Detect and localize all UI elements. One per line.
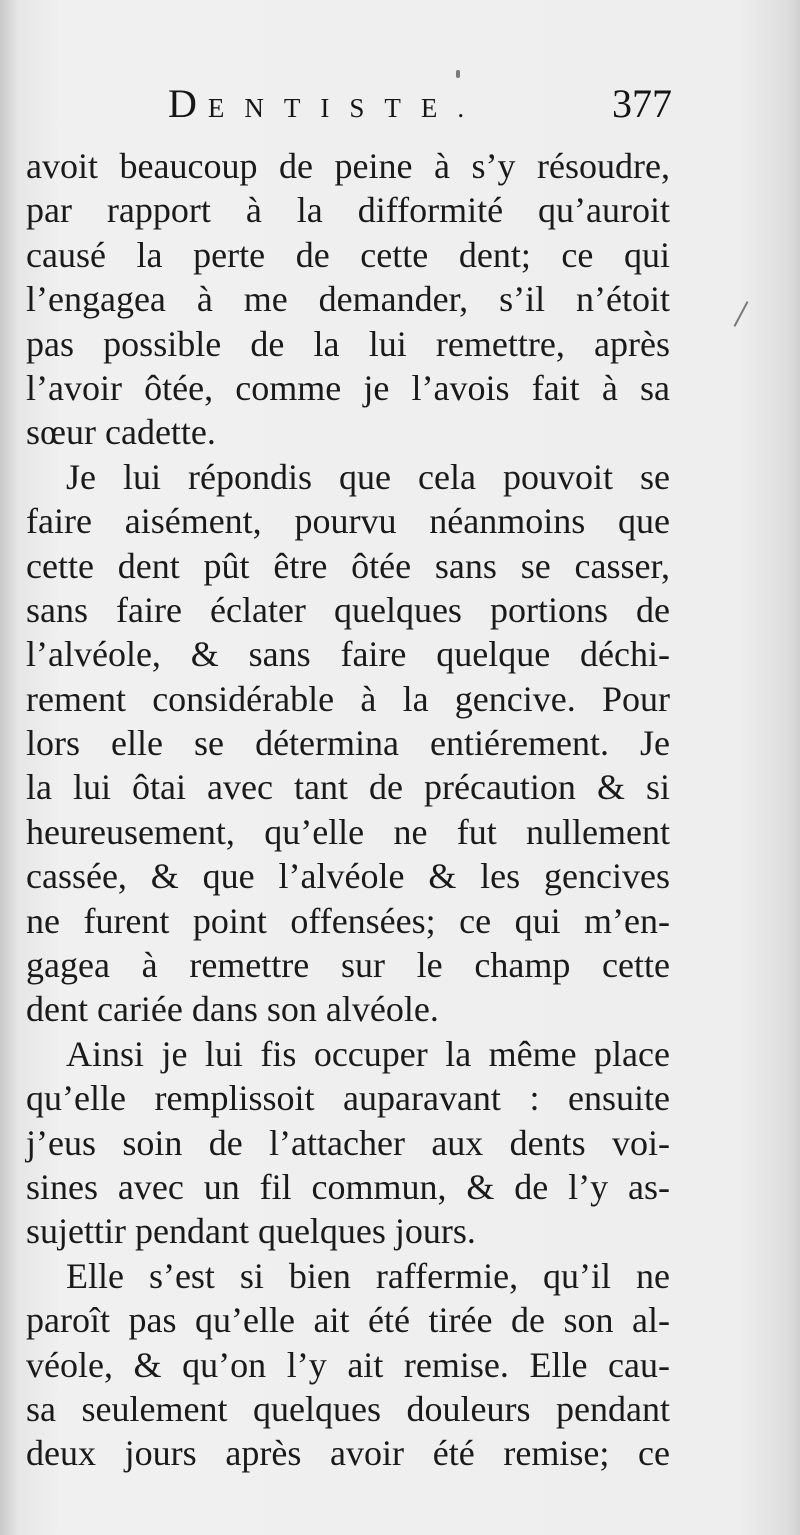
text-line: dent cariée dans son alvéole. — [26, 989, 439, 1030]
body-text — [26, 144, 670, 1476]
text-line: sujettir pendant quelques jours. — [26, 1211, 476, 1252]
text-line: la lui ôtai avec tant de précaution & si — [26, 767, 670, 808]
edge-mark — [456, 70, 460, 78]
page-number: 377 — [612, 81, 672, 126]
text-line: ne furent point offensées; ce qui m’en- — [26, 900, 670, 941]
edge-mark — [734, 301, 749, 327]
text-line: Elle s’est si bien raffermie, qu’il ne — [66, 1255, 670, 1296]
text-line: cette dent pût être ôtée sans se casser, — [26, 545, 670, 586]
text-line: gagea à remettre sur le champ cette — [26, 945, 670, 986]
text-line: pas possible de la lui remettre, après — [26, 323, 670, 364]
text-line: véole, & qu’on l’y ait remise. Elle cau- — [26, 1344, 670, 1385]
text-line: Je lui répondis que cela pouvoit se — [66, 456, 670, 497]
running-head-rest: ENTISTE. — [207, 93, 485, 123]
text-line: cassée, & que l’alvéole & les gencives — [26, 856, 670, 897]
text-line: sa seulement quelques douleurs pendant — [26, 1388, 670, 1429]
text-line: paroît pas qu’elle ait été tirée de son al- — [26, 1300, 670, 1341]
text-line: Ainsi je lui fis occuper la même place — [66, 1033, 670, 1074]
text-line: avoit beaucoup de peine à s’y résoudre, — [26, 146, 670, 186]
text-line: l’engagea à me demander, s’il n’étoit — [26, 279, 670, 320]
page-header — [0, 80, 800, 124]
text-line: par rapport à la difformité qu’auroit — [26, 190, 670, 231]
text-line: deux jours après avoir été remise; ce — [26, 1433, 670, 1474]
text-line: sines avec un fil commun, & de l’y as- — [26, 1166, 670, 1207]
running-head — [168, 80, 484, 127]
text-line: l’avoir ôtée, comme je l’avois fait à sa — [26, 367, 670, 408]
text-line: rement considérable à la gencive. Pour — [26, 678, 670, 719]
running-head-initial: D — [168, 81, 198, 126]
text-line: sans faire éclater quelques portions de — [26, 589, 670, 630]
text-line: causé la perte de cette dent; ce qui — [26, 234, 670, 275]
text-line: heureusement, qu’elle ne fut nullement — [26, 811, 670, 852]
text-line: l’alvéole, & sans faire quelque déchi- — [26, 634, 670, 675]
text-line: j’eus soin de l’attacher aux dents voi- — [26, 1122, 670, 1163]
text-line: sœur cadette. — [26, 412, 216, 453]
text-line: faire aisément, pourvu néanmoins que — [26, 501, 670, 542]
text-line: lors elle se détermina entiérement. Je — [26, 723, 670, 764]
text-line: qu’elle remplissoit auparavant : ensuite — [26, 1078, 670, 1119]
